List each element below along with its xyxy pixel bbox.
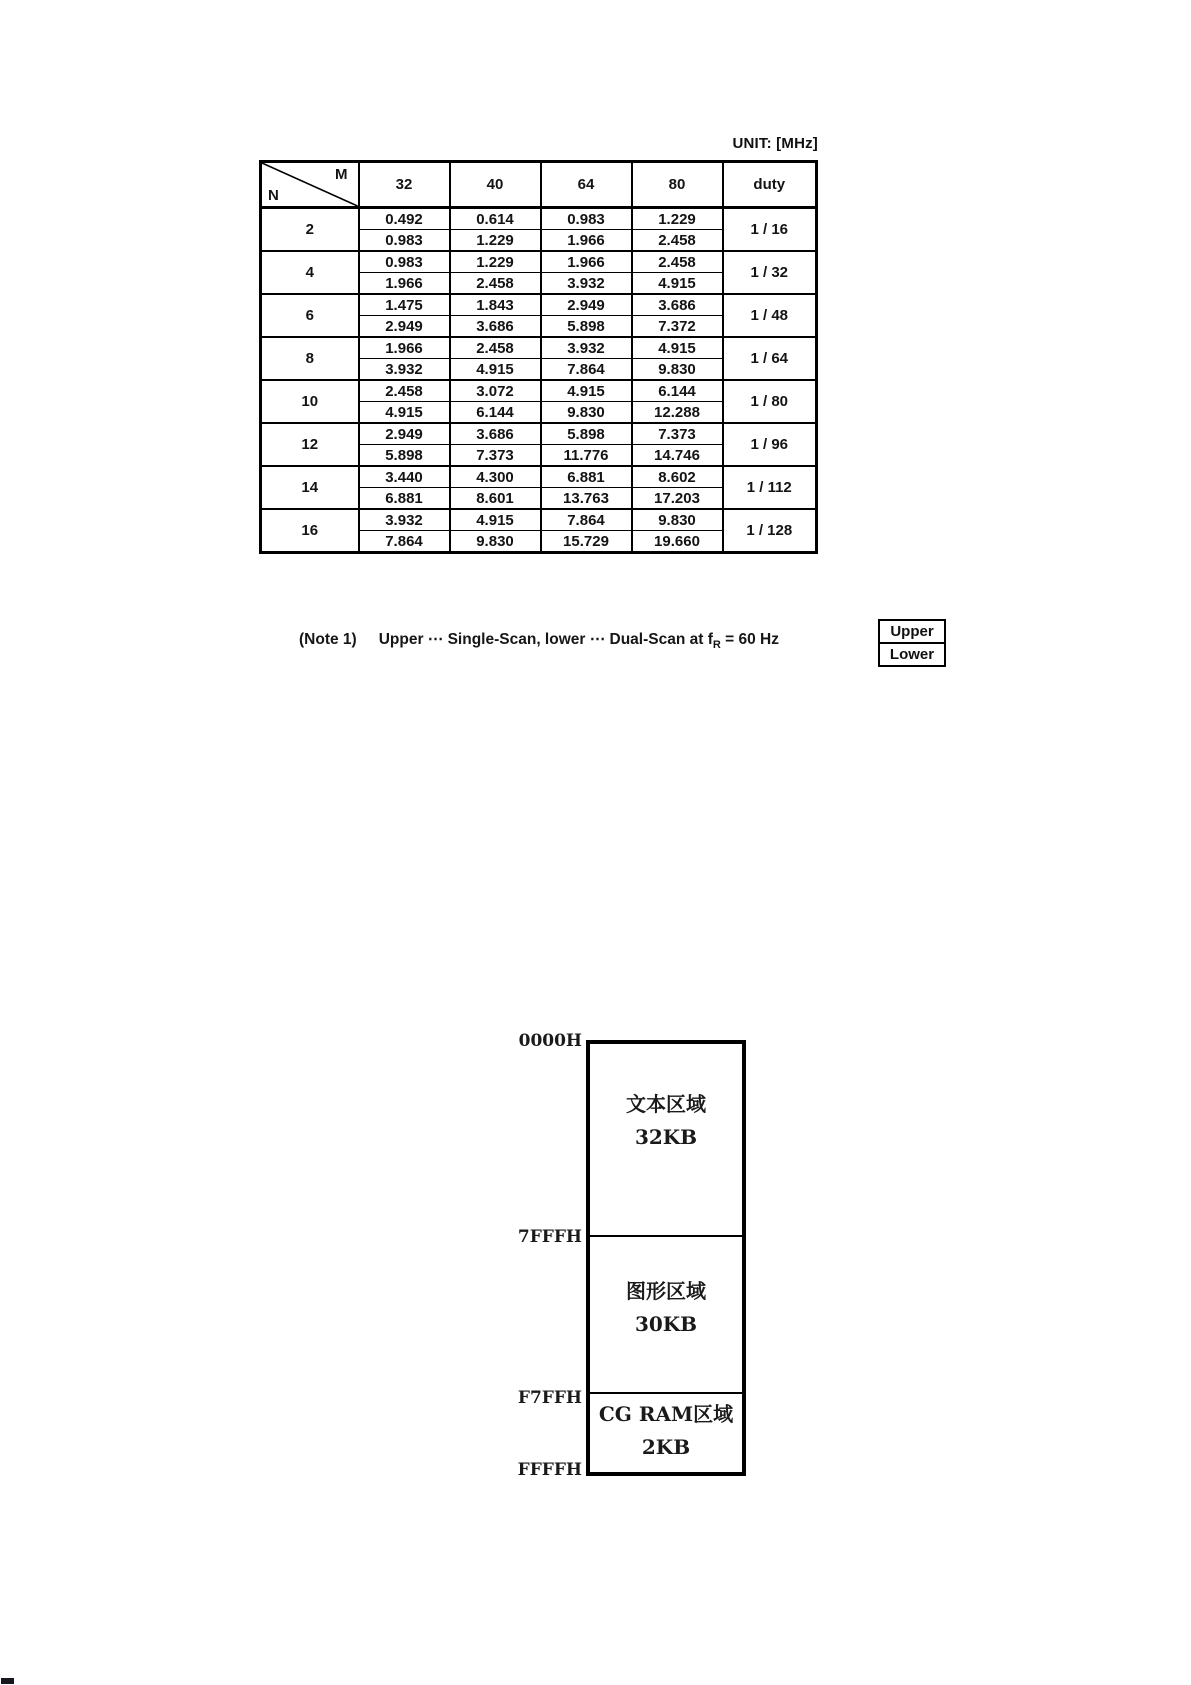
freq-cell-lower: 5.898 <box>541 316 632 338</box>
freq-cell-lower: 7.864 <box>541 359 632 381</box>
freq-cell-upper: 3.932 <box>359 509 450 531</box>
memory-map-diagram <box>586 1040 746 1476</box>
memmap-section-name: 文本区域 <box>626 1092 706 1116</box>
memmap-section-size: 30KB <box>634 1312 698 1336</box>
freq-row-upper <box>261 509 817 531</box>
n-value-cell: 8 <box>261 337 359 380</box>
freq-cell-upper: 9.830 <box>632 509 723 531</box>
freq-cell-upper: 4.300 <box>450 466 541 488</box>
note-label: (Note 1) <box>299 631 357 648</box>
n-value-cell: 2 <box>261 208 359 252</box>
freq-cell-lower: 7.373 <box>450 445 541 467</box>
freq-cell-lower: 8.601 <box>450 488 541 510</box>
freq-cell-lower: 1.229 <box>450 230 541 252</box>
freq-row-upper <box>261 466 817 488</box>
freq-cell-lower: 3.932 <box>541 273 632 295</box>
freq-cell-lower: 15.729 <box>541 531 632 553</box>
legend-lower-cell: Lower <box>889 646 935 663</box>
n-value-cell: 6 <box>261 294 359 337</box>
freq-row-upper <box>261 294 817 316</box>
duty-cell: 1 / 32 <box>723 251 817 294</box>
freq-cell-lower: 3.686 <box>450 316 541 338</box>
freq-cell-upper: 3.686 <box>632 294 723 316</box>
freq-cell-upper: 2.458 <box>450 337 541 359</box>
freq-row-upper <box>261 380 817 402</box>
freq-cell-lower: 9.830 <box>632 359 723 381</box>
note-f-subscript: R <box>712 639 721 652</box>
freq-cell-lower: 2.458 <box>632 230 723 252</box>
freq-cell-upper: 6.881 <box>541 466 632 488</box>
n-value-cell: 12 <box>261 423 359 466</box>
freq-cell-upper: 0.983 <box>359 251 450 273</box>
freq-cell-lower: 1.966 <box>359 273 450 295</box>
freq-cell-upper: 1.843 <box>450 294 541 316</box>
freq-row-upper <box>261 208 817 230</box>
freq-cell-upper: 2.458 <box>632 251 723 273</box>
memmap-address-ffffh: FFFFH <box>517 1460 582 1480</box>
freq-cell-lower: 6.144 <box>450 402 541 424</box>
freq-cell-upper: 1.966 <box>541 251 632 273</box>
duty-cell: 1 / 128 <box>723 509 817 553</box>
duty-cell: 1 / 96 <box>723 423 817 466</box>
freq-cell-lower: 5.898 <box>359 445 450 467</box>
freq-cell-upper: 3.932 <box>541 337 632 359</box>
freq-cell-lower: 7.372 <box>632 316 723 338</box>
duty-cell: 1 / 80 <box>723 380 817 423</box>
freq-cell-lower: 11.776 <box>541 445 632 467</box>
corner-header-cell <box>261 162 359 208</box>
freq-cell-upper: 7.864 <box>541 509 632 531</box>
freq-cell-upper: 0.983 <box>541 208 632 230</box>
freq-cell-upper: 0.492 <box>359 208 450 230</box>
note-tail: = 60 Hz <box>720 631 779 648</box>
frequency-table <box>259 160 818 554</box>
freq-cell-lower: 14.746 <box>632 445 723 467</box>
freq-cell-upper: 1.475 <box>359 294 450 316</box>
freq-cell-upper: 5.898 <box>541 423 632 445</box>
unit-label: UNIT: [MHz] <box>732 135 818 152</box>
freq-cell-upper: 0.614 <box>450 208 541 230</box>
freq-row-upper <box>261 337 817 359</box>
memmap-section-name: CG RAM区域 <box>598 1402 734 1426</box>
memmap-section-text-area <box>590 1044 742 1237</box>
table-header-row <box>261 162 817 208</box>
freq-cell-upper: 3.686 <box>450 423 541 445</box>
n-value-cell: 14 <box>261 466 359 509</box>
memmap-section-cgram-area <box>590 1394 742 1472</box>
freq-table-body <box>261 208 817 553</box>
freq-cell-upper: 1.229 <box>450 251 541 273</box>
freq-cell-lower: 17.203 <box>632 488 723 510</box>
upper-lower-legend <box>878 619 946 667</box>
col-header-40: 40 <box>450 162 541 208</box>
freq-cell-lower: 2.458 <box>450 273 541 295</box>
freq-cell-upper: 1.229 <box>632 208 723 230</box>
freq-cell-upper: 4.915 <box>632 337 723 359</box>
memmap-section-size: 32KB <box>634 1125 698 1149</box>
freq-cell-lower: 13.763 <box>541 488 632 510</box>
freq-cell-lower: 7.864 <box>359 531 450 553</box>
freq-cell-upper: 3.440 <box>359 466 450 488</box>
memmap-section-size: 2KB <box>641 1435 691 1459</box>
duty-cell: 1 / 48 <box>723 294 817 337</box>
freq-cell-lower: 12.288 <box>632 402 723 424</box>
col-header-duty: duty <box>723 162 817 208</box>
legend-upper-cell: Upper <box>880 621 944 644</box>
freq-cell-upper: 2.949 <box>541 294 632 316</box>
freq-cell-upper: 2.458 <box>359 380 450 402</box>
duty-cell: 1 / 64 <box>723 337 817 380</box>
duty-cell: 1 / 16 <box>723 208 817 252</box>
note-body: Upper ⋯ Single-Scan, lower ⋯ Dual-Scan at f <box>378 631 713 648</box>
freq-cell-upper: 1.966 <box>359 337 450 359</box>
n-value-cell: 4 <box>261 251 359 294</box>
freq-cell-upper: 4.915 <box>541 380 632 402</box>
memmap-section-graphics-area <box>590 1237 742 1394</box>
freq-cell-upper: 4.915 <box>450 509 541 531</box>
freq-row-upper <box>261 423 817 445</box>
corner-label-m: M <box>335 166 348 183</box>
freq-cell-lower: 19.660 <box>632 531 723 553</box>
scan-corner-artifact <box>1 1678 14 1684</box>
duty-cell: 1 / 112 <box>723 466 817 509</box>
freq-cell-lower: 6.881 <box>359 488 450 510</box>
freq-cell-lower: 4.915 <box>450 359 541 381</box>
col-header-64: 64 <box>541 162 632 208</box>
freq-cell-lower: 2.949 <box>359 316 450 338</box>
freq-cell-lower: 3.932 <box>359 359 450 381</box>
freq-cell-lower: 4.915 <box>359 402 450 424</box>
col-header-80: 80 <box>632 162 723 208</box>
freq-cell-upper: 8.602 <box>632 466 723 488</box>
memmap-section-name: 图形区域 <box>626 1279 706 1303</box>
freq-cell-lower: 0.983 <box>359 230 450 252</box>
freq-cell-upper: 3.072 <box>450 380 541 402</box>
freq-cell-lower: 1.966 <box>541 230 632 252</box>
freq-cell-upper: 7.373 <box>632 423 723 445</box>
freq-cell-upper: 2.949 <box>359 423 450 445</box>
memmap-address-f7ffh: F7FFH <box>517 1388 582 1408</box>
corner-label-n: N <box>268 187 279 204</box>
freq-row-upper <box>261 251 817 273</box>
n-value-cell: 16 <box>261 509 359 553</box>
freq-cell-upper: 6.144 <box>632 380 723 402</box>
col-header-32: 32 <box>359 162 450 208</box>
note-line <box>299 630 859 651</box>
freq-cell-lower: 4.915 <box>632 273 723 295</box>
freq-cell-lower: 9.830 <box>541 402 632 424</box>
freq-cell-lower: 9.830 <box>450 531 541 553</box>
memmap-address-7fffh: 7FFFH <box>517 1227 582 1247</box>
n-value-cell: 10 <box>261 380 359 423</box>
memmap-address-0000h: 0000H <box>518 1031 582 1051</box>
